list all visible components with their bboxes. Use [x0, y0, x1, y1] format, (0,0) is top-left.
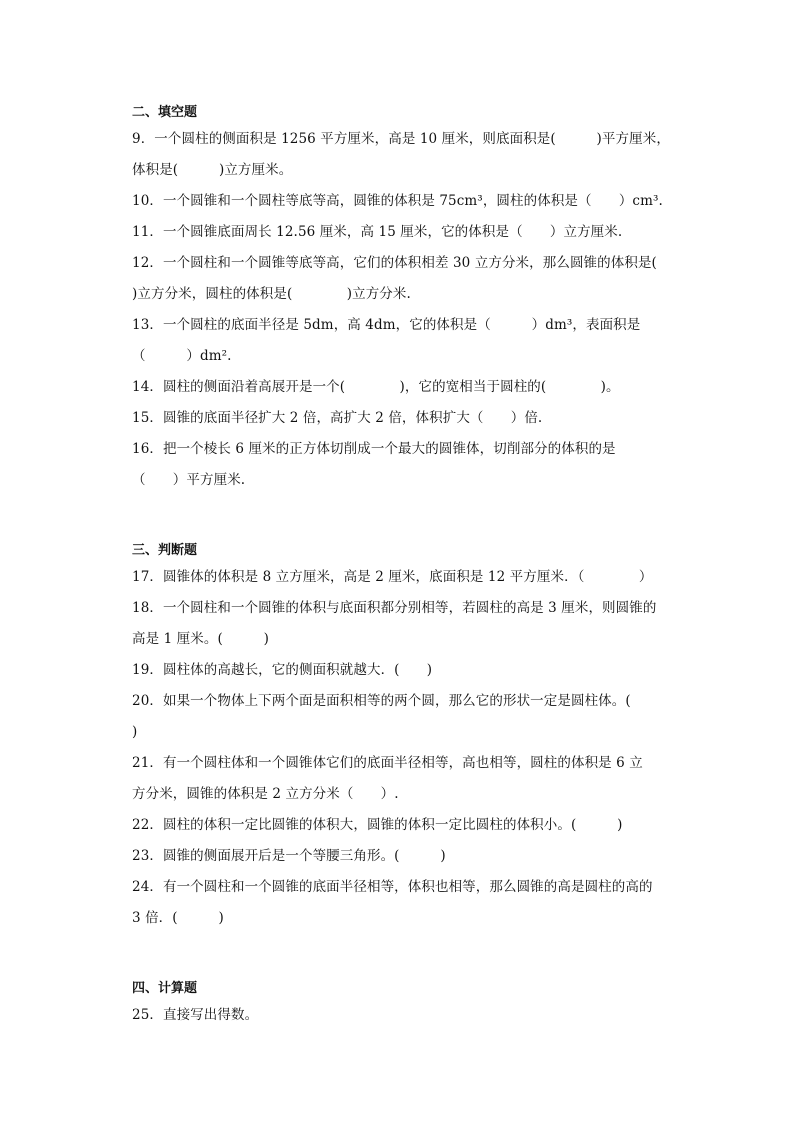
question-19: 19．圆柱体的高越长，它的侧面积就越大．( ) — [132, 662, 433, 678]
question-9-line-1: 9．一个圆柱的侧面积是 1256 平方厘米，高是 10 厘米，则底面积是( )平方厘米， — [132, 131, 670, 147]
section-title-calculation: 四、计算题 — [132, 981, 198, 996]
question-12-line-2: )立方分米，圆柱的体积是( )立方分米. — [132, 286, 411, 302]
question-12-line-1: 12．一个圆柱和一个圆锥等底等高，它们的体积相差 30 立方分米，那么圆锥的体积是( — [132, 255, 657, 271]
question-15: 15．圆锥的底面半径扩大 2 倍，高扩大 2 倍，体积扩大（ ）倍. — [132, 410, 543, 426]
question-16-line-2: （ ）平方厘米. — [132, 472, 246, 488]
question-21-line-1: 21．有一个圆柱体和一个圆锥体它们的底面半径相等，高也相等，圆柱的体积是 6 立 — [132, 755, 643, 771]
section-title-true-false: 三、判断题 — [132, 543, 198, 558]
question-17: 17．圆锥体的体积是 8 立方厘米，高是 2 厘米，底面积是 12 平方厘米．（ ） — [132, 569, 653, 585]
question-20-line-2: ) — [132, 724, 138, 740]
question-11: 11．一个圆锥底面周长 12.56 厘米，高 15 厘米，它的体积是（ ）立方厘米. — [132, 224, 623, 240]
question-13-line-1: 13．一个圆柱的底面半径是 5dm，高 4dm，它的体积是（ ）dm³，表面积是 — [132, 317, 641, 333]
question-23: 23．圆锥的侧面展开后是一个等腰三角形。( ) — [132, 848, 446, 864]
section-spacer — [132, 496, 664, 536]
question-20-line-1: 20．如果一个物体上下两个面是面积相等的两个圆，那么它的形状一定是圆柱体。( — [132, 693, 631, 709]
question-14: 14．圆柱的侧面沿着高展开是一个( )，它的宽相当于圆柱的( )。 — [132, 379, 620, 395]
question-9-line-2: 体积是( )立方厘米。 — [132, 162, 293, 178]
question-21-line-2: 方分米，圆锥的体积是 2 立方分米（ ）. — [132, 786, 399, 802]
question-16-line-1: 16．把一个棱长 6 厘米的正方体切削成一个最大的圆锥体，切削部分的体积的是 — [132, 441, 616, 457]
question-13-line-2: （ ）dm². — [132, 348, 232, 364]
question-24-line-1: 24．有一个圆柱和一个圆锥的底面半径相等，体积也相等，那么圆锥的高是圆柱的高的 — [132, 879, 653, 895]
worksheet-page — [132, 98, 670, 1031]
section-spacer — [132, 934, 664, 974]
question-22: 22．圆柱的体积一定比圆锥的体积大，圆锥的体积一定比圆柱的体积小。( ) — [132, 817, 623, 833]
question-24-line-2: 3 倍．( ) — [132, 910, 224, 926]
question-10: 10．一个圆锥和一个圆柱等底等高，圆锥的体积是 75cm³，圆柱的体积是（ ）cm³. — [132, 193, 663, 209]
section-title-fill-in: 二、填空题 — [132, 105, 198, 120]
question-18-line-1: 18．一个圆柱和一个圆锥的体积与底面积都分别相等，若圆柱的高是 3 厘米，则圆锥的 — [132, 600, 657, 616]
question-18-line-2: 高是 1 厘米。( ) — [132, 631, 270, 647]
question-25: 25．直接写出得数。 — [132, 1007, 259, 1023]
